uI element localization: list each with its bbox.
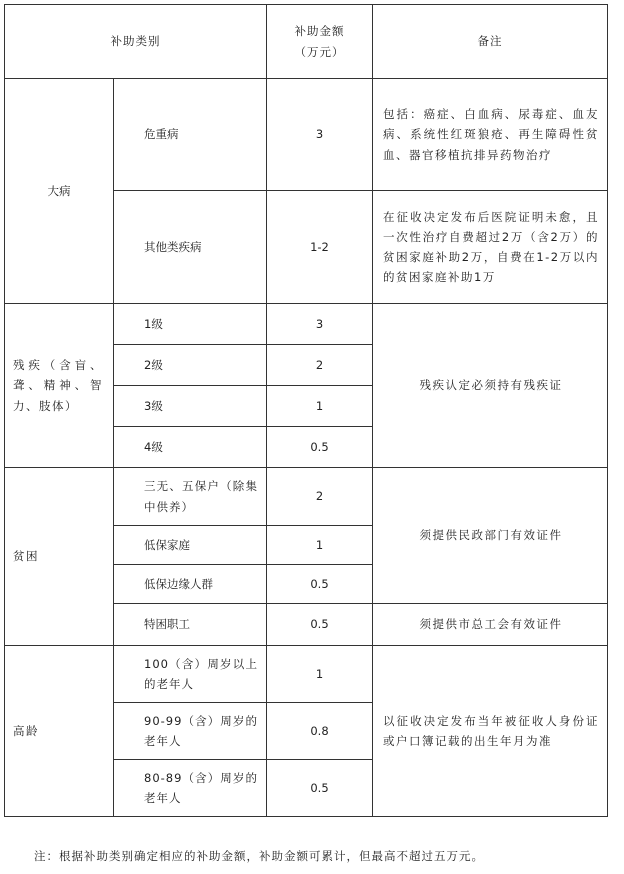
header-amount-line1: 补助金额 <box>294 24 345 39</box>
subsidy-table <box>4 4 608 817</box>
subcategory-cell: 低保家庭 <box>114 526 267 565</box>
amount-cell: 0.8 <box>267 703 373 760</box>
subcategory-cell: 3级 <box>114 386 267 427</box>
subcategory-cell: 低保边缘人群 <box>114 565 267 604</box>
footnote: 注：根据补助类别确定相应的补助金额，补助金额可累计，但最高不超过五万元。 <box>34 849 484 863</box>
note-cell: 在征收决定发布后医院证明未愈，且一次性治疗自费超过2万（含2万）的贫困家庭补助2万，自费在1-2万以内的贫困家庭补助1万 <box>373 191 608 304</box>
amount-cell: 1-2 <box>267 191 373 304</box>
category-elderly: 高龄 <box>5 646 114 817</box>
header-amount-line2: （万元） <box>294 44 345 59</box>
amount-cell: 2 <box>267 468 373 526</box>
note-cell: 须提供市总工会有效证件 <box>373 604 608 646</box>
subcategory-cell: 其他类疾病 <box>114 191 267 304</box>
amount-cell: 0.5 <box>267 604 373 646</box>
amount-cell: 3 <box>267 304 373 345</box>
amount-cell: 0.5 <box>267 760 373 817</box>
subcategory-cell: 三无、五保户（除集中供养） <box>114 468 267 526</box>
table-row <box>5 304 608 345</box>
amount-cell: 1 <box>267 526 373 565</box>
amount-cell: 2 <box>267 345 373 386</box>
subcategory-cell: 2级 <box>114 345 267 386</box>
note-cell: 须提供民政部门有效证件 <box>373 468 608 604</box>
header-row <box>5 5 608 79</box>
subcategory-cell: 1级 <box>114 304 267 345</box>
amount-cell: 3 <box>267 79 373 191</box>
table-row <box>5 646 608 703</box>
subcategory-cell: 4级 <box>114 427 267 468</box>
subcategory-cell: 90-99（含）周岁的老年人 <box>114 703 267 760</box>
note-cell: 包括：癌症、白血病、尿毒症、血友病、系统性红斑狼疮、再生障碍性贫血、器官移植抗排异药物治疗 <box>373 79 608 191</box>
category-disability: 残疾（含盲、聋、精神、智力、肢体） <box>5 304 114 468</box>
category-major-illness: 大病 <box>5 79 114 304</box>
header-remarks: 备注 <box>373 5 608 79</box>
note-cell: 残疾认定必须持有残疾证 <box>373 304 608 468</box>
amount-cell: 0.5 <box>267 427 373 468</box>
table-row <box>5 468 608 526</box>
subcategory-cell: 危重病 <box>114 79 267 191</box>
amount-cell: 1 <box>267 386 373 427</box>
category-poverty: 贫困 <box>5 468 114 646</box>
amount-cell: 0.5 <box>267 565 373 604</box>
header-amount <box>267 5 373 79</box>
header-category: 补助类别 <box>5 5 267 79</box>
subcategory-cell: 80-89（含）周岁的老年人 <box>114 760 267 817</box>
subcategory-cell: 100（含）周岁以上的老年人 <box>114 646 267 703</box>
note-cell: 以征收决定发布当年被征收人身份证或户口簿记载的出生年月为准 <box>373 646 608 817</box>
table-row <box>5 79 608 191</box>
subcategory-cell: 特困职工 <box>114 604 267 646</box>
amount-cell: 1 <box>267 646 373 703</box>
